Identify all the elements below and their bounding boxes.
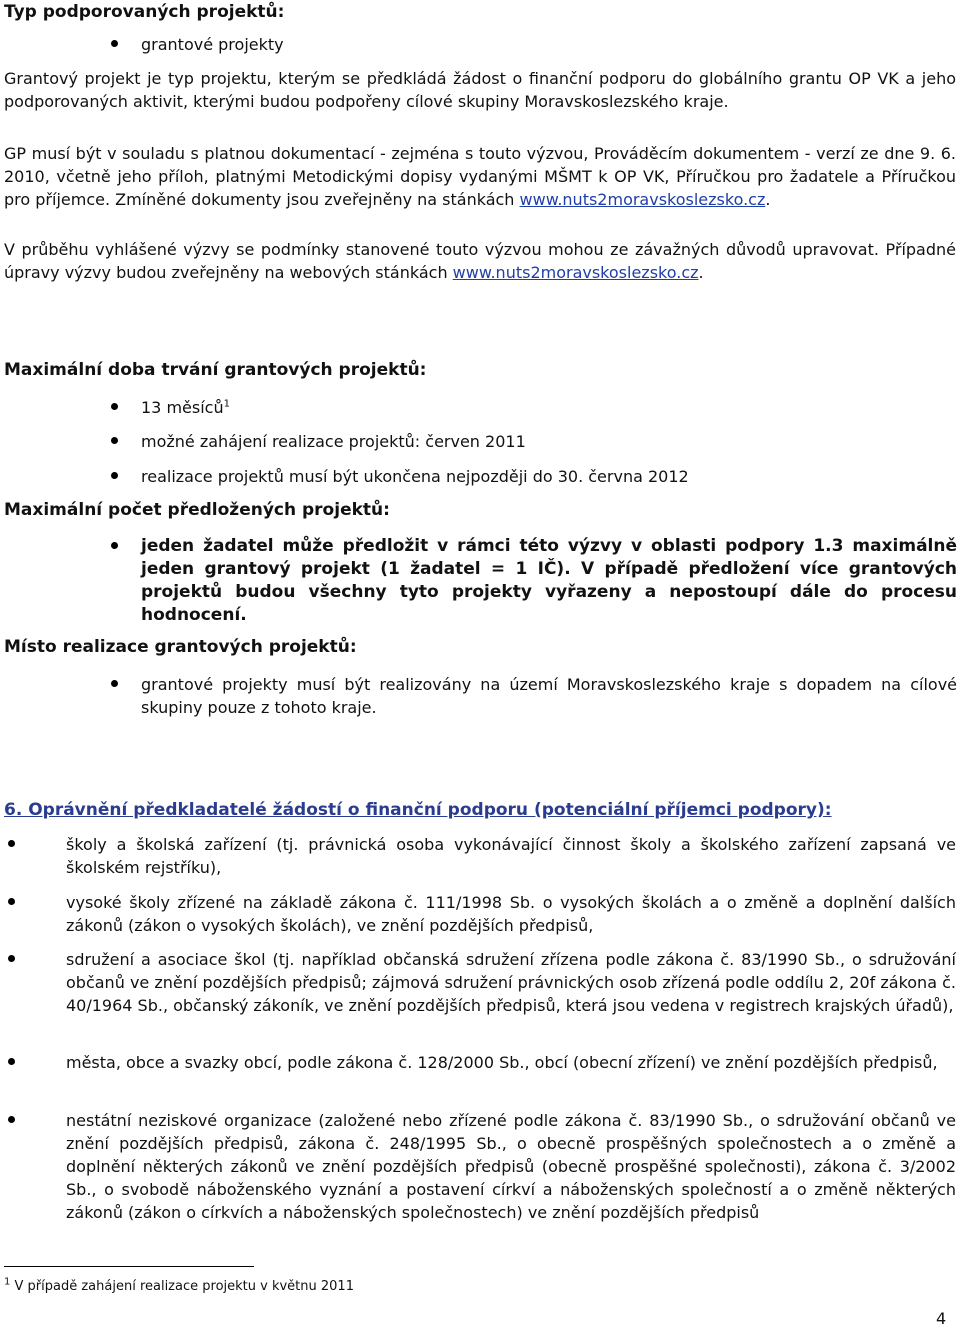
duration-item-end: realizace projektů musí být ukončena nejpozději do 30. června 2012 [141,467,689,486]
footnote-divider [4,1266,254,1267]
applicant-item-associations: sdružení a asociace škol (tj. například občanská sdružení zřízena podle zákona č. 83/1990 Sb., o sdružování občanů ve znění pozdějších předpisů; zájmová sdružení právnických osob zřízená podle oddílu 2, 20f zákona č. 40/1964 Sb., občanský zákoník, ve znění pozdějších předpisů, která jsou vedena v registrech krajských úřadů), [66,950,956,1015]
duration-months-text: 13 měsíců [141,398,224,417]
heading-project-type: Typ podporovaných projektů: [4,2,285,22]
changes-text: V průběhu vyhlášené výzvy se podmínky stanovené touto výzvou mohou ze závažných důvodů upravovat. Případné úpravy výzvy budou zveřejněny na webových stánkách [4,240,956,282]
applicant-item-schools: školy a školská zařízení (tj. právnická osoba vykonávající činnost školy a školského zařízení zapsaná ve školském rejstříku), [66,835,956,877]
page-number: 4 [936,1309,947,1328]
duration-item-months [141,396,230,419]
bullet-dot [8,955,15,962]
bullet-dot [111,680,118,687]
heading-max-duration: Maximální doba trvání grantových projektů: [4,360,427,380]
bullet-dot [8,1116,15,1123]
place-item: grantové projekty musí být realizovány na území Moravskoslezského kraje s dopadem na cílové skupiny pouze z tohoto kraje. [141,675,957,717]
bullet-dot [111,437,118,444]
paragraph-changes [4,238,956,284]
website-link[interactable]: www.nuts2moravskoslezsko.cz [452,263,699,282]
bullet-dot [111,542,118,549]
bullet-dot [111,403,118,410]
bullet-dot [8,840,15,847]
heading-max-count: Maximální počet předložených projektů: [4,500,390,520]
changes-end: . [698,263,704,282]
documentation-end: . [765,190,771,209]
applicant-item-ngos: nestátní neziskové organizace (založené nebo zřízené podle zákona č. 83/1990 Sb., o sdružování občanů ve znění pozdějších předpisů, zákona č. 248/1995 Sb., o obecně prospěšných společnostech a o změně a doplnění některých zákonů ve znění pozdějších předpisů (obecně prospěšné společnosti), zákona č. 3/2002 Sb., o svobodě náboženského vyznání a postavení církví a náboženských společností a o změně některých zákonů (zákon o církvích a náboženských společnostech) ve znění pozdějších předpisů [66,1111,956,1222]
count-item: jeden žadatel může předložit v rámci této výzvy v oblasti podpory 1.3 maximálně jeden grantový projekt (1 žadatel = 1 IČ). V případě předložení více grantových projektů budou všechny tyto projekty vyřazeny a nepostoupí dále do procesu hodnocení. [141,536,957,625]
footnote-reference: 1 [223,398,230,410]
footnote-mark: 1 [4,1276,11,1288]
footnote [4,1276,354,1294]
applicant-item-universities: vysoké školy zřízené na základě zákona č. 111/1998 Sb. o vysokých školách a o změně a doplnění dalších zákonů (zákon o vysokých školách), ve znění pozdějších předpisů, [66,893,956,935]
bullet-dot [111,472,118,479]
bullet-grant-projects: grantové projekty [141,35,284,54]
bullet-dot [8,1058,15,1065]
bullet-dot [111,40,118,47]
footnote-text: V případě zahájení realizace projektu v květnu 2011 [14,1279,354,1294]
applicant-item-municipalities: města, obce a svazky obcí, podle zákona č. 128/2000 Sb., obcí (obecní zřízení) ve znění pozdějších předpisů, [66,1053,938,1072]
heading-eligible-applicants: 6. Oprávnění předkladatelé žádostí o finanční podporu (potenciální příjemci podpory): [4,800,832,820]
paragraph-documentation [4,142,956,211]
duration-item-start: možné zahájení realizace projektů: červen 2011 [141,432,526,451]
documentation-text: GP musí být v souladu s platnou dokumentací - zejména s touto výzvou, Prováděcím dokumentem - verzí ze dne 9. 6. 2010, včetně jeho příloh, platnými Metodickými dopisy vydanými MŠMT k OP VK, Příručkou pro žadatele a Příručkou pro příjemce. Zmíněné dokumenty jsou zveřejněny na stánkách [4,144,956,209]
paragraph-grant-definition: Grantový projekt je typ projektu, kterým se předkládá žádost o finanční podporu do globálního grantu OP VK a jeho podporovaných aktivit, kterými budou podpořeny cílové skupiny Moravskoslezského kraje. [4,69,956,111]
website-link[interactable]: www.nuts2moravskoslezsko.cz [519,190,766,209]
heading-place: Místo realizace grantových projektů: [4,637,357,657]
bullet-dot [8,898,15,905]
